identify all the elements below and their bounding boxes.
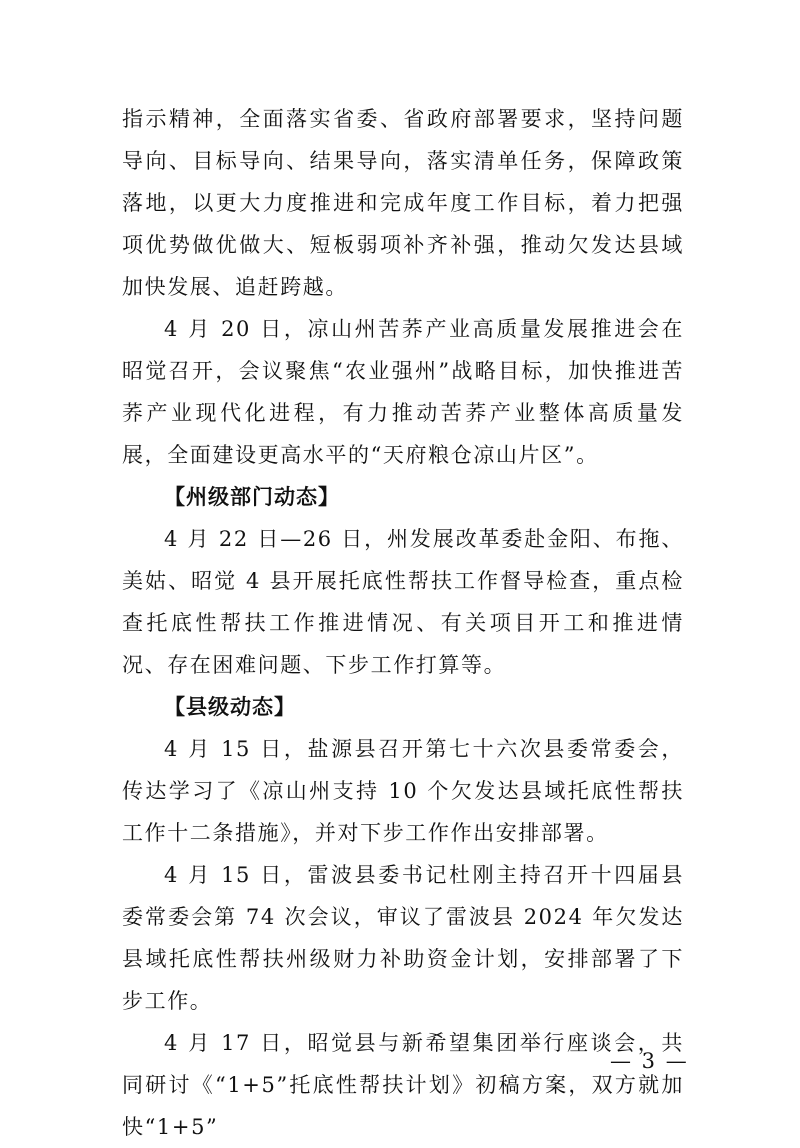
paragraph-zhaojue: 4 月 17 日，昭觉县与新希望集团举行座谈会，共同研讨《“1+5”托底性帮扶计划》初稿方案，双方就加快“1+5” [122,1031,684,1139]
section-heading-county: 【县级动态】 [164,695,296,719]
section-heading-prefecture: 【州级部门动态】 [164,485,340,509]
page-number: — 3 — [610,1049,689,1073]
paragraph-prefecture-inspection: 4 月 22 日—26 日，州发展改革委赴金阳、布拖、美姑、昭觉 4 县开展托底性帮扶工作督导检查，重点检查托底性帮扶工作推进情况、有关项目开工和推进情况、存在困难问题、下步工作打算等。 [122,527,684,677]
paragraph-yanyuan: 4 月 15 日，盐源县召开第七十六次县委常委会，传达学习了《凉山州支持 10 个欠发达县域托底性帮扶工作十二条措施》，并对下步工作作出安排部署。 [122,737,684,845]
paragraph-leibo: 4 月 15 日，雷波县委书记杜刚主持召开十四届县委常委会第 74 次会议，审议了雷波县 2024 年欠发达县域托底性帮扶州级财力补助资金计划，安排部署了下步工作。 [122,863,684,1013]
paragraph-buckwheat-meeting: 4 月 20 日，凉山州苦荞产业高质量发展推进会在昭觉召开，会议聚焦“农业强州”战略目标，加快推进苦荞产业现代化进程，有力推动苦荞产业整体高质量发展，全面建设更高水平的“天府粮仓凉山片区”。 [122,317,684,467]
paragraph-continuation: 指示精神，全面落实省委、省政府部署要求，坚持问题导向、目标导向、结果导向，落实清单任务，保障政策落地，以更大力度推进和完成年度工作目标，着力把强项优势做优做大、短板弱项补齐补强，推动欠发达县域加快发展、追赶跨越。 [122,107,684,299]
document-body [122,98,684,1148]
